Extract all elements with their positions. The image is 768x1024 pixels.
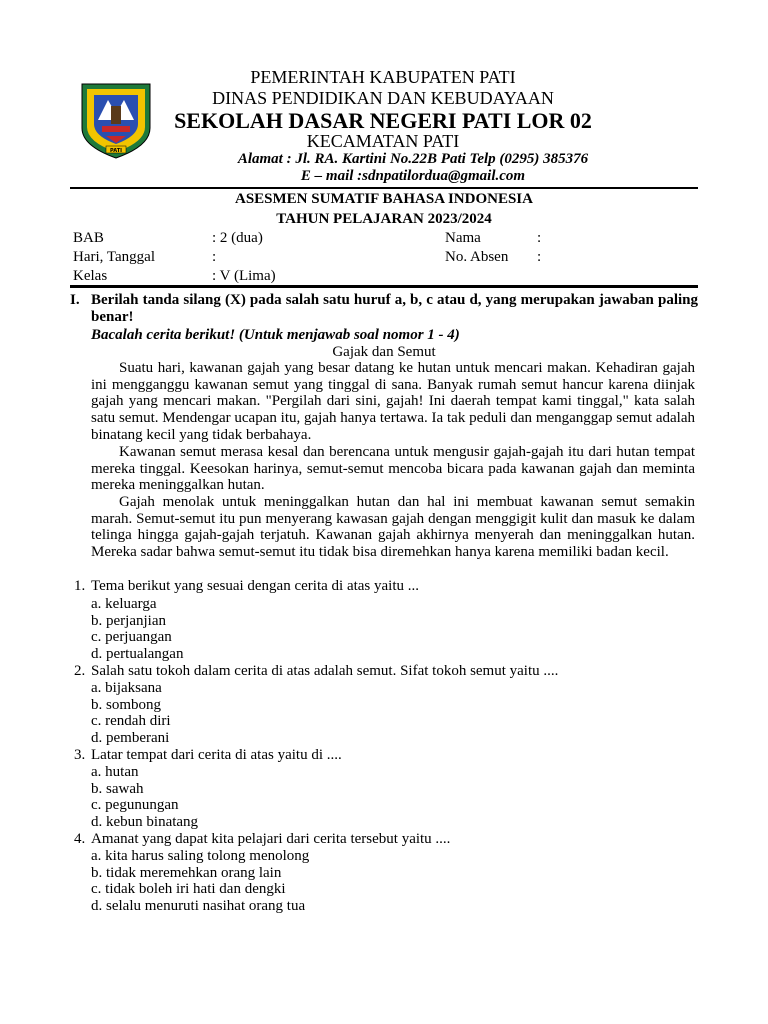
absen-value: :	[537, 249, 542, 265]
section-number: I.	[70, 292, 80, 308]
question-number: 1.	[74, 578, 86, 594]
story-paragraph: Suatu hari, kawanan gajah yang besar datang ke hutan untuk mencari makan. Kehadiran gajah ini mengganggu kawanan semut yang tinggal di sana. Banyak rumah semut hancur karena diinjak gajah yang mencari makan. "Pergilah dari sini, gajah! Ini daerah tempat kami tinggal," kata salah satu semut. Mendengar ucapan itu, gajah hanya tertawa. Ia tak peduli dan menganggap semut adalah binatang kecil yang tidak berbahaya.	[91, 360, 695, 443]
answer-option[interactable]: a. keluarga	[91, 596, 157, 612]
answer-option[interactable]: a. bijaksana	[91, 680, 162, 696]
bab-label: BAB	[73, 230, 104, 246]
pati-regency-emblem	[78, 80, 154, 160]
reading-instruction: Bacalah cerita berikut! (Untuk menjawab soal nomor 1 - 4)	[91, 327, 460, 343]
question-text: Tema berikut yang sesuai dengan cerita di atas yaitu ...	[91, 578, 420, 594]
answer-option[interactable]: c. tidak boleh iri hati dan dengki	[91, 881, 286, 897]
answer-option[interactable]: c. perjuangan	[91, 629, 172, 645]
story-paragraph: Kawanan semut merasa kesal dan berencana untuk mengusir gajah-gajah itu dari hutan tempat mereka tinggal. Keesokan harinya, semut-semut mencoba bicara pada kawanan gajah dan meminta mereka meninggalkan hutan.	[91, 444, 695, 494]
answer-option[interactable]: c. rendah diri	[91, 713, 171, 729]
class-value: : V (Lima)	[212, 268, 276, 284]
exam-year: TAHUN PELAJARAN 2023/2024	[276, 211, 492, 227]
answer-option[interactable]: b. tidak meremehkan orang lain	[91, 865, 282, 881]
exam-title: ASESMEN SUMATIF BAHASA INDONESIA	[235, 191, 533, 207]
government-line: PEMERINTAH KABUPATEN PATI	[250, 67, 516, 87]
name-label: Nama	[445, 230, 481, 246]
absen-label: No. Absen	[445, 249, 509, 265]
question-number: 3.	[74, 747, 86, 763]
answer-option[interactable]: c. pegunungan	[91, 797, 179, 813]
answer-option[interactable]: a. hutan	[91, 764, 139, 780]
header-divider	[70, 187, 698, 189]
info-divider	[70, 285, 698, 288]
answer-option[interactable]: b. sawah	[91, 781, 144, 797]
bab-value: : 2 (dua)	[212, 230, 263, 246]
school-name: SEKOLAH DASAR NEGERI PATI LOR 02	[174, 108, 592, 133]
class-label: Kelas	[73, 268, 108, 284]
section-instruction-text: Berilah tanda silang (X) pada salah satu huruf a, b, c atau d, yang merupakan jawaban paling benar!	[91, 292, 698, 325]
question-number: 2.	[74, 663, 86, 679]
answer-option[interactable]: b. sombong	[91, 697, 162, 713]
question-text: Salah satu tokoh dalam cerita di atas adalah semut. Sifat tokoh semut yaitu ....	[91, 663, 559, 679]
story-paragraph: Gajah menolak untuk meninggalkan hutan dan hal ini membuat kawanan semut semakin marah. Semut-semut itu pun menyerang kawasan gajah dengan menggigit kulit dan masuk ke dalam telinga hingga gajah-gajah terjatuh. Kawanan gajah akhirnya menyerah dan meninggalkan hutan. Mereka sadar bahwa semut-semut itu tidak bisa diremehkan hanya karena memiliki badan kecil.	[91, 494, 695, 561]
answer-option[interactable]: d. selalu menuruti nasihat orang tua	[91, 898, 306, 914]
name-value: :	[537, 230, 542, 246]
school-address: Alamat : Jl. RA. Kartini No.22B Pati Telp (0295) 385376	[237, 151, 589, 167]
question-number: 4.	[74, 831, 86, 847]
story-title: Gajak dan Semut	[332, 344, 436, 360]
question-text: Amanat yang dapat kita pelajari dari cerita tersebut yaitu ....	[91, 831, 451, 847]
school-email: E – mail :sdnpatilordua@gmail.com	[300, 168, 526, 184]
answer-option[interactable]: d. pemberani	[91, 730, 170, 746]
answer-option[interactable]: b. perjanjian	[91, 613, 166, 629]
date-value: :	[212, 249, 217, 265]
district-line: KECAMATAN PATI	[306, 131, 460, 151]
answer-option[interactable]: d. kebun binatang	[91, 814, 199, 830]
answer-option[interactable]: a. kita harus saling tolong menolong	[91, 848, 310, 864]
answer-option[interactable]: d. pertualangan	[91, 646, 184, 662]
department-line: DINAS PENDIDIKAN DAN KEBUDAYAAN	[212, 88, 554, 108]
emblem-text: PATI	[110, 148, 122, 154]
date-label: Hari, Tanggal	[73, 249, 155, 265]
question-text: Latar tempat dari cerita di atas yaitu di ....	[91, 747, 342, 763]
